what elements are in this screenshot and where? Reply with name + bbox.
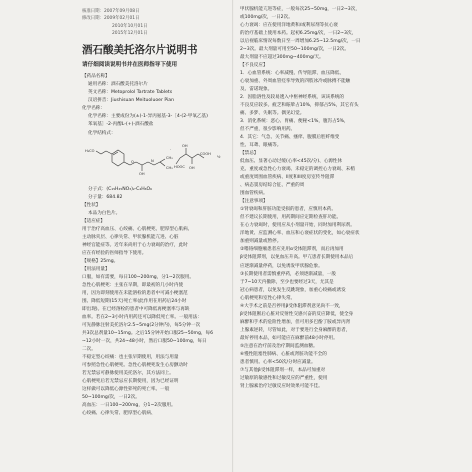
right-line: 于7~10天内撤除，至少也要经过3天，尤其是	[240, 279, 334, 285]
chemical-structure	[82, 138, 232, 186]
right-line: 冠心病患者，以免发生反跳现象，加重心绞痛或诱发	[240, 287, 346, 293]
document-title: 酒石酸美托洛尔片说明书	[82, 44, 198, 57]
right-line: ①肾衰竭和肝脏功能受损的患者，应慎用本药。	[240, 207, 336, 213]
right-line: ⑦与其他β受体阻滞剂一样，本品可加重对	[240, 367, 326, 373]
right-line: 【注意事项】	[240, 199, 268, 205]
right-line: ④大手术之前是否停用β受体阻滞剂意见尚不一致，	[240, 303, 344, 309]
structure-label: 化学结构式：	[88, 130, 116, 136]
svg-text:HOOC: HOOC	[174, 164, 185, 169]
right-column	[240, 0, 460, 391]
right-line: 但不严重，很少影响用药。	[240, 127, 296, 133]
molecular-formula: 分子式：(C₁₅H₂₅NO₃)₂·C₄H₆O₆	[88, 186, 152, 192]
chemical-structure-diagram	[82, 138, 232, 186]
indication-text	[82, 226, 232, 258]
right-line: 麻醉和手术的危险性增加，但可用多巴酚丁胺或异丙肾	[240, 319, 351, 325]
right-line: 【禁忌】	[240, 151, 259, 157]
section-usage: 【用法用量】	[82, 266, 110, 272]
right-line: 痛、多梦、失眠等。偶见幻觉。	[240, 111, 305, 117]
svg-text:CH₃: CH₃	[166, 155, 173, 160]
right-line: 【不良反应】	[240, 63, 268, 69]
right-line: 以后视临床情况每数日至一周增加6.25~12.5mg/次，一日	[240, 39, 361, 45]
composition-line-1: 化学名称：主要成份为(±)-1-异丙氨基-3-［4-(2-甲氧乙基)	[88, 114, 208, 120]
usage-line: 可先静脉注射美托洛尔2.5~5mg(2分钟内)，每5分钟一次	[82, 323, 201, 329]
approval-date: 核准日期：2007年09月08日	[82, 9, 140, 14]
right-line: 、病态窦房结综合征、严重的周	[240, 183, 305, 189]
svg-text:·: ·	[170, 147, 172, 152]
svg-text:OH: OH	[182, 143, 188, 148]
right-line: 的治疗基础上使用本药。起初6.25mg/次，一日2~3次，	[240, 31, 357, 37]
usage-line: 心绞痛、心律失常、肥厚型心肌病、	[82, 411, 156, 417]
character-text: 本品为白色片。	[88, 210, 121, 216]
left-column	[82, 0, 232, 418]
right-line: 3．消化系统：恶心、胃痛、便秘<1%，腹泻占5%，	[240, 119, 349, 125]
revision-date: 修改日期：2009年02月01日	[82, 16, 140, 22]
svg-text:H₃CO: H₃CO	[85, 148, 95, 153]
right-line: 洋地黄、应监测心率、血压和心衰症状的变化，如心衰症状	[240, 231, 360, 237]
usage-line: 用，因为即刻使用在未能溶栓的患者中可减小梗塞范	[82, 290, 188, 296]
svg-text:COOH: COOH	[200, 151, 211, 156]
right-line: ⑥慢性阻塞性肺病、心脏或肾脏功能不全的	[240, 351, 327, 357]
usage-line: 不稳定型心绞痛：也主张早期使用，用法与用量	[82, 355, 179, 361]
revision-date-3: 2015年12月01日	[112, 30, 148, 36]
usage-line: 血率。若在2~3小时内用药还可以降低死亡率。一般用法：	[82, 315, 202, 321]
usage-line: 口服，如有需要，每日100~200mg，分1~2次服用。	[82, 274, 194, 280]
usage-line: 急性心肌梗死：主张在早期，即最初的几小时内使	[82, 282, 184, 288]
right-line: 或重度周围血管疾病、II度和III度房室传导阻滞	[240, 175, 335, 181]
right-line: 2．因脂溶性及较易透入中枢神经系统，该该系统的	[240, 95, 344, 101]
usage-line: ~12小时一次，共24~48小时，然后口服50~100mg，每日	[82, 339, 207, 345]
indication-line: 应在有经验的医师指导下使用。	[82, 250, 147, 256]
right-line: 心衰加重、外周血管痉挛导致的四肢冰冷或脉搏不能触	[240, 79, 351, 85]
document-subtitle: 请仔细阅读说明书并在医师指导下使用	[82, 62, 178, 69]
right-line: 最好停用本品，如可能应在麻醉前48小时停用。	[240, 335, 338, 341]
composition-line-2: 苯氧基］-2-丙醇L-(+)-酒石酸盐	[88, 122, 154, 128]
svg-text:CH₃: CH₃	[166, 165, 173, 170]
svg-text:O: O	[131, 159, 134, 164]
section-character: 【性状】	[82, 202, 101, 208]
composition-label: 化学名称：	[82, 106, 105, 112]
right-line: β受体阻断后心脏对反射性交感兴奋的反应降低，使全身	[240, 311, 354, 317]
usage-line: 二次。	[82, 347, 96, 353]
revision-date-2: 2010年10月01日	[112, 23, 148, 29]
right-line: 不良反应较多。疲乏和眩晕占10%，抑郁占5%，其它有头	[240, 103, 359, 109]
right-line: ②嗜铬细胞瘤患者应先用α受体阻滞剂，而后再加用	[240, 247, 344, 253]
right-line: 加重则减量或暂停。	[240, 239, 282, 245]
right-line: 2~3次。最大剂量可用至50~100mg/次，一日2次。	[240, 47, 349, 53]
right-line: 心力衰竭：应在使用洋地黄和/或利尿剂等抗心衰	[240, 23, 339, 29]
right-line: ⑤注意在治疗前及治疗期间监测血糖。	[240, 343, 318, 349]
usage-line: 可参照急性心肌梗死。急性心肌梗死发生心房颤动时	[82, 363, 188, 369]
right-line: 低血压、显著心动过缓(心率<45次/分)、心源性休	[240, 159, 343, 165]
right-line: 患者慎用。心率<50次/分时应减量。	[240, 359, 316, 365]
usage-line: 这样做可以降低心源性猝死的死亡率。一般	[82, 387, 170, 393]
right-line: 或100mg/次，一日2次。	[240, 15, 293, 21]
indication-line: 主动脉夹层、心律失常、甲状腺机能亢进、心脏	[82, 234, 179, 240]
right-line: 1．心血管系统：心率减慢、传导阻滞、血压降低、	[240, 71, 344, 77]
usage-text	[82, 274, 232, 418]
usage-line: 50~100mg/次，一日2次。	[82, 395, 140, 401]
svg-text:OH: OH	[189, 165, 195, 170]
usage-line: 高血压：一日100~200mg，分1~2次服用。	[82, 403, 176, 409]
right-line: 应逐渐减量停药，以免诱发甲状腺危象。	[240, 263, 323, 269]
right-line: 上腺素逆转，尽管如此，对于要进行全身麻醉的患者，	[240, 327, 351, 333]
common-name: 通用名称：酒石酸美托洛尔片	[88, 82, 148, 88]
right-line: 及、雷诺现象。	[240, 87, 273, 93]
svg-text:N: N	[151, 158, 154, 163]
usage-line: 共3次总剂量10~15mg。之后15分钟开始口服25~50mg，每6	[82, 331, 214, 337]
page-fold	[232, 0, 234, 472]
section-indication: 【适应症】	[82, 218, 105, 224]
right-line: 围血管疾病。	[240, 191, 268, 197]
right-line: 在心力衰竭时，使用应从小剂量开始，同时加用利尿剂。	[240, 223, 355, 229]
indication-line: 用于治疗高血压、心绞痛、心肌梗死、肥厚型心肌病、	[82, 226, 193, 232]
right-line: 最大剂量不应超过300mg~400mg/天。	[240, 55, 324, 61]
usage-line: 即出现)。在已经溶栓的患者中可降低再梗塞率与再缺	[82, 307, 190, 313]
right-line: 克、重度或急性心力衰竭、未稳定的调控心力衰竭、末梢	[240, 167, 355, 173]
right-line: 心肌梗死和室性心律失常。	[240, 295, 296, 301]
right-line: 性、耳聋、眼痛等。	[240, 143, 282, 149]
pinyin-name: 汉语拼音：Jiushisuan Meituoluoer Pian	[88, 98, 175, 104]
svg-text:OH: OH	[139, 171, 145, 176]
usage-line: 围、降低短期(15天)死亡率(此作用在用药后24小时	[82, 299, 187, 304]
usage-line: 心肌梗死后若无禁忌应长期使用，因为已经证明	[82, 379, 179, 385]
right-line: β受体阻滞剂，以免血压升高。甲亢患者长期使用本品后	[240, 255, 354, 261]
right-line: 甲状腺机能亢进等症，一般每次25~50mg，一日2~3次，	[240, 7, 360, 12]
section-spec: 【规格】25mg。	[82, 258, 119, 264]
section-drug-name: 【药品名称】	[82, 74, 110, 80]
usage-line: 若无禁忌可静脉使用美托洛尔，其方法同上。	[82, 371, 174, 377]
indication-line: 神经官能症等。近年来尚用于心力衰竭的治疗，此时	[82, 242, 188, 248]
svg-text:½: ½	[217, 154, 221, 159]
right-line: 但不建议长期使用，用药期间应定期检查肝功能。	[240, 215, 342, 221]
right-line: 过敏原的敏感性和过敏反应的严重性，使用	[240, 375, 328, 381]
right-column-text	[240, 6, 460, 391]
english-name: 英文名称：Metoprolol Tartrate Tablets	[88, 90, 173, 96]
right-line: ③长期使用者需慎重停药，必须逐渐减量，一般	[240, 271, 336, 277]
right-line: 4．其它：气急、关节痛、瘙痒、腹膜后腔纤维变	[240, 135, 340, 141]
right-line: 肾上腺素治疗过敏反应时效果可能不佳。	[240, 383, 323, 389]
molecular-weight: 分子量：684.82	[88, 194, 123, 200]
